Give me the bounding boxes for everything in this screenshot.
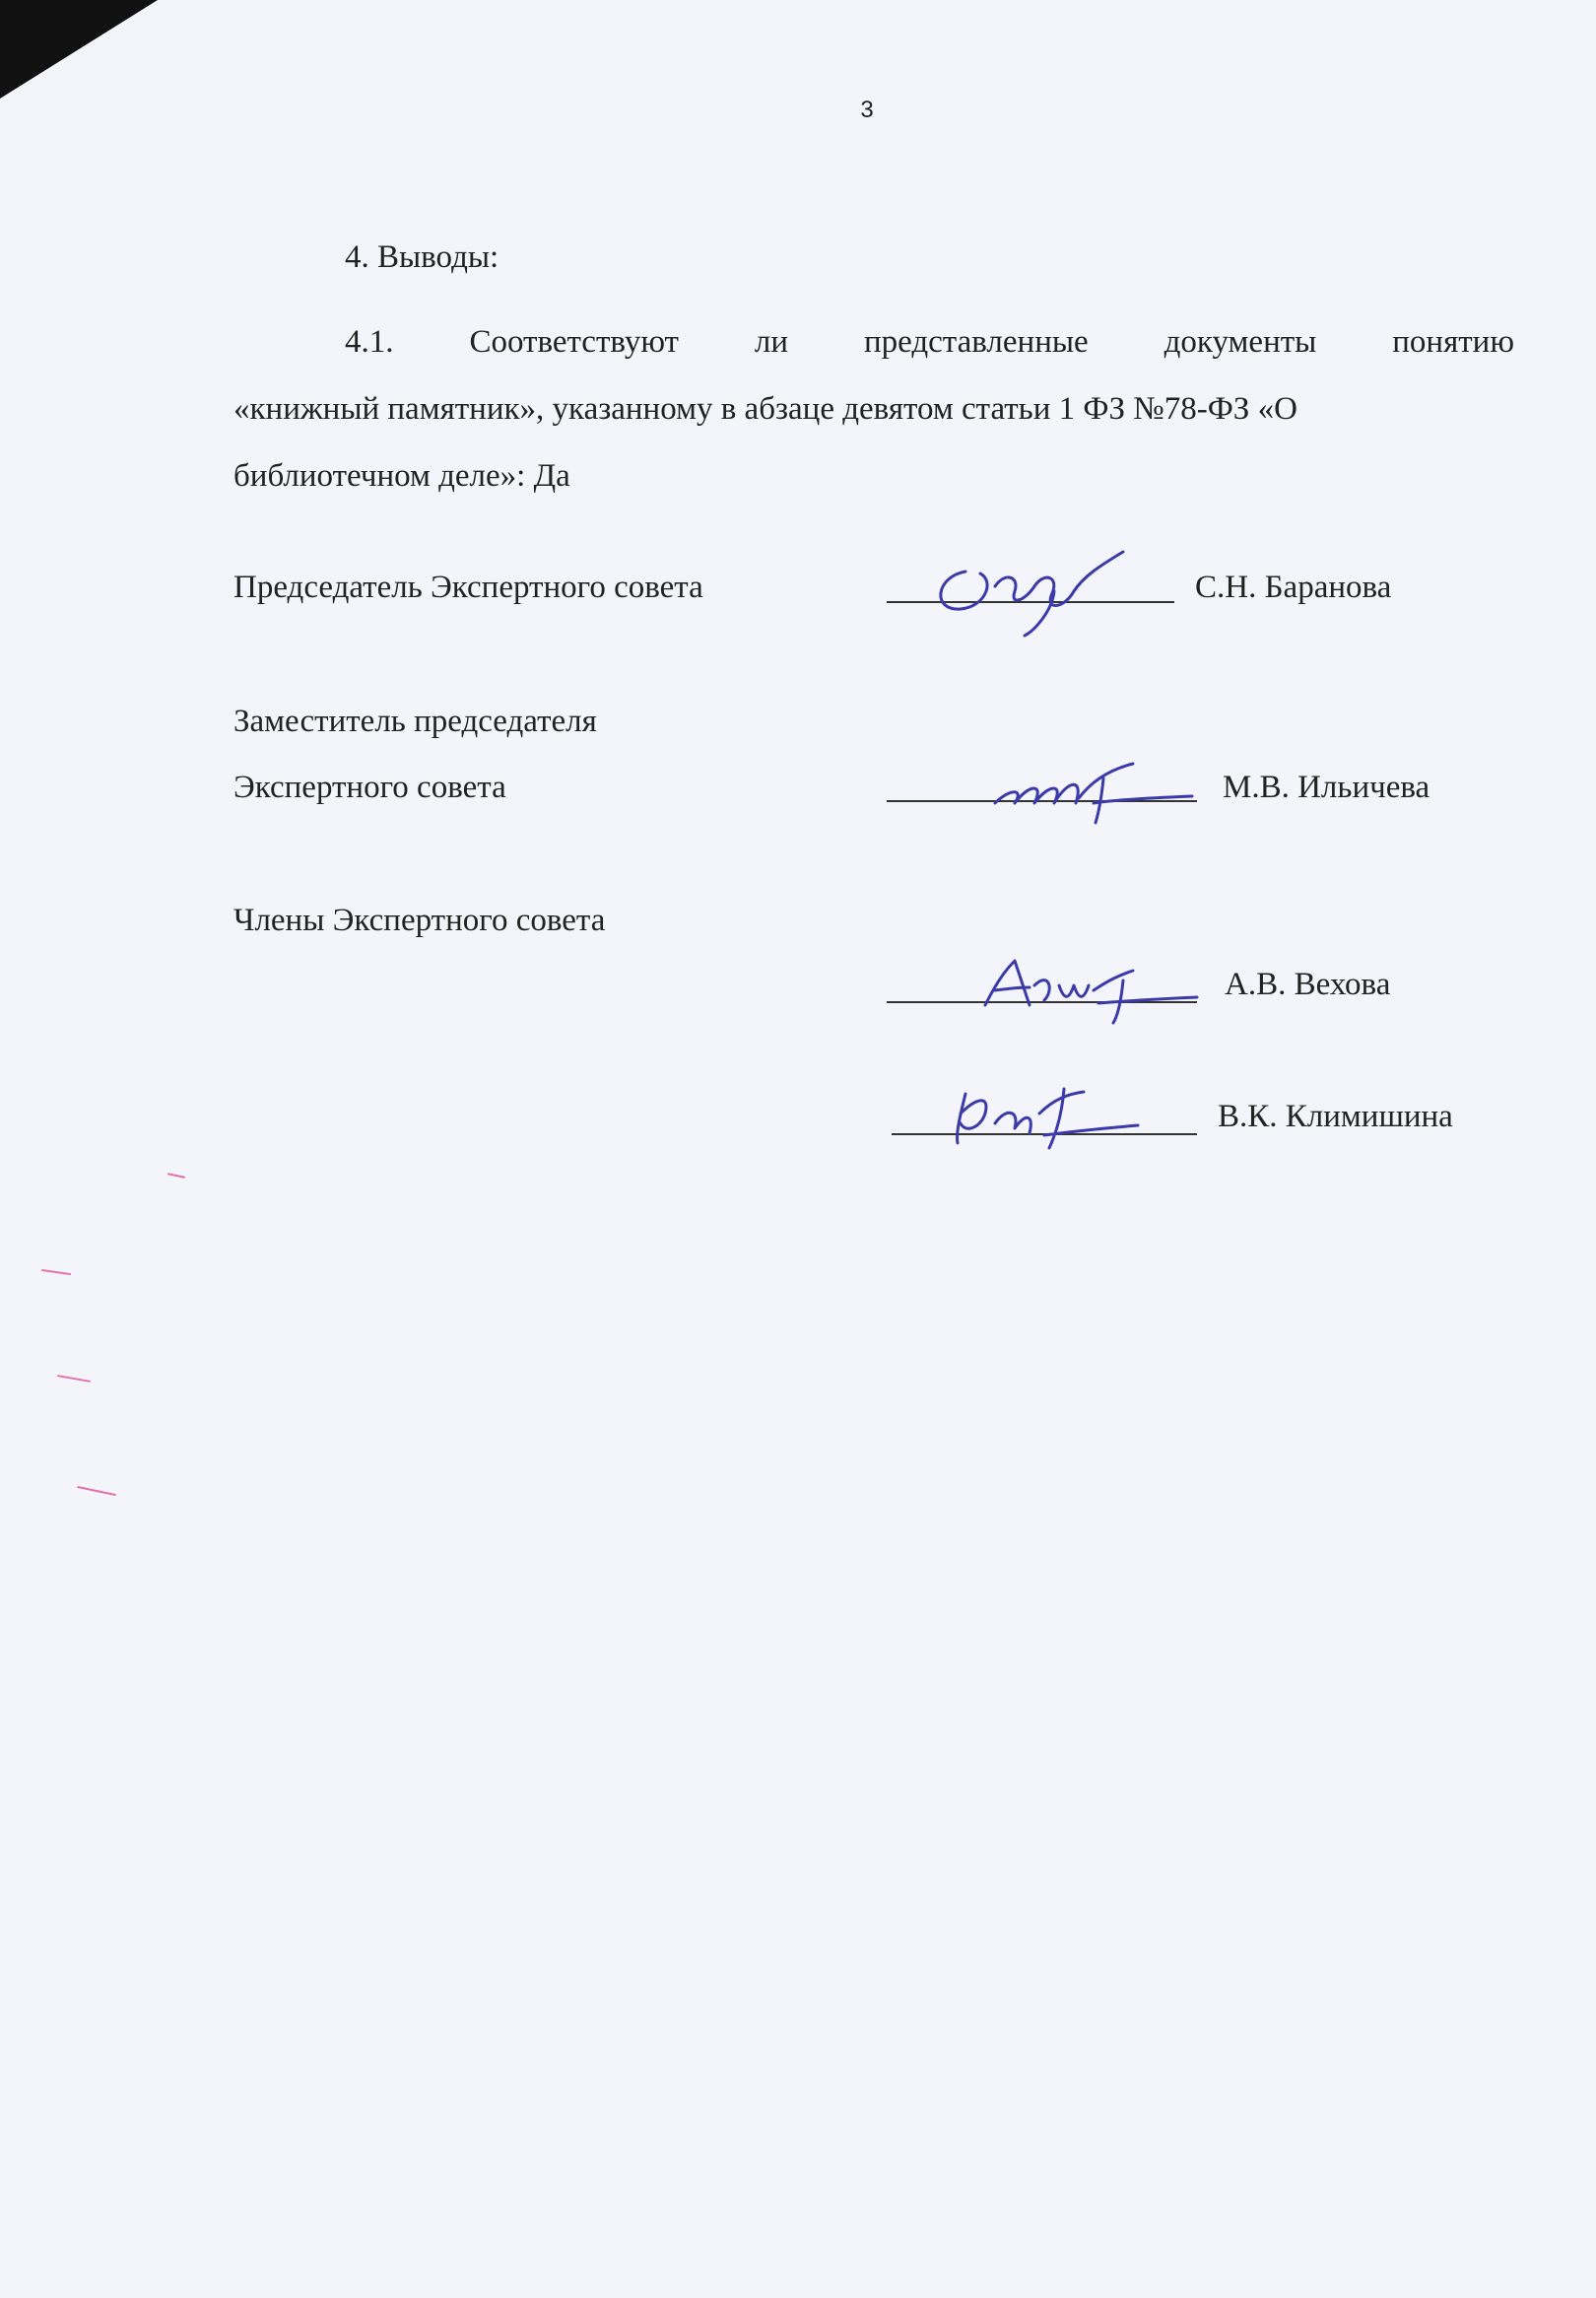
scan-mark: [41, 1269, 71, 1275]
scan-mark: [77, 1486, 116, 1496]
scan-mark: [57, 1375, 91, 1383]
paragraph-line-3: библиотечном деле»: Да: [233, 458, 570, 494]
paragraph-line-1: 4.1. Соответствуют ли представленные документы понятию: [345, 324, 1514, 360]
chair-name: С.Н. Баранова: [1195, 570, 1392, 605]
chair-role: Председатель Экспертного совета: [233, 570, 703, 605]
conclusion-paragraph: [233, 308, 1514, 509]
section-heading: 4. Выводы:: [345, 239, 499, 275]
page-number: 3: [860, 97, 874, 123]
member-1-signature: [975, 946, 1202, 1025]
deputy-role-line-2: Экспертного совета: [233, 770, 506, 805]
scan-corner-shadow: [0, 0, 158, 99]
paragraph-line-2: «книжный памятник», указанному в абзаце девятом статьи 1 ФЗ №78-ФЗ «О: [233, 391, 1297, 427]
deputy-role-line-1: Заместитель председателя: [233, 704, 597, 739]
member-2-signature: [946, 1074, 1143, 1153]
deputy-name: М.В. Ильичева: [1223, 770, 1430, 805]
member-2-name: В.К. Климишина: [1218, 1099, 1453, 1134]
deputy-signature: [985, 749, 1202, 828]
members-heading: Члены Экспертного совета: [233, 903, 606, 938]
chair-signature: [926, 532, 1153, 641]
scan-mark: [167, 1173, 185, 1179]
member-1-name: А.В. Вехова: [1225, 967, 1391, 1002]
